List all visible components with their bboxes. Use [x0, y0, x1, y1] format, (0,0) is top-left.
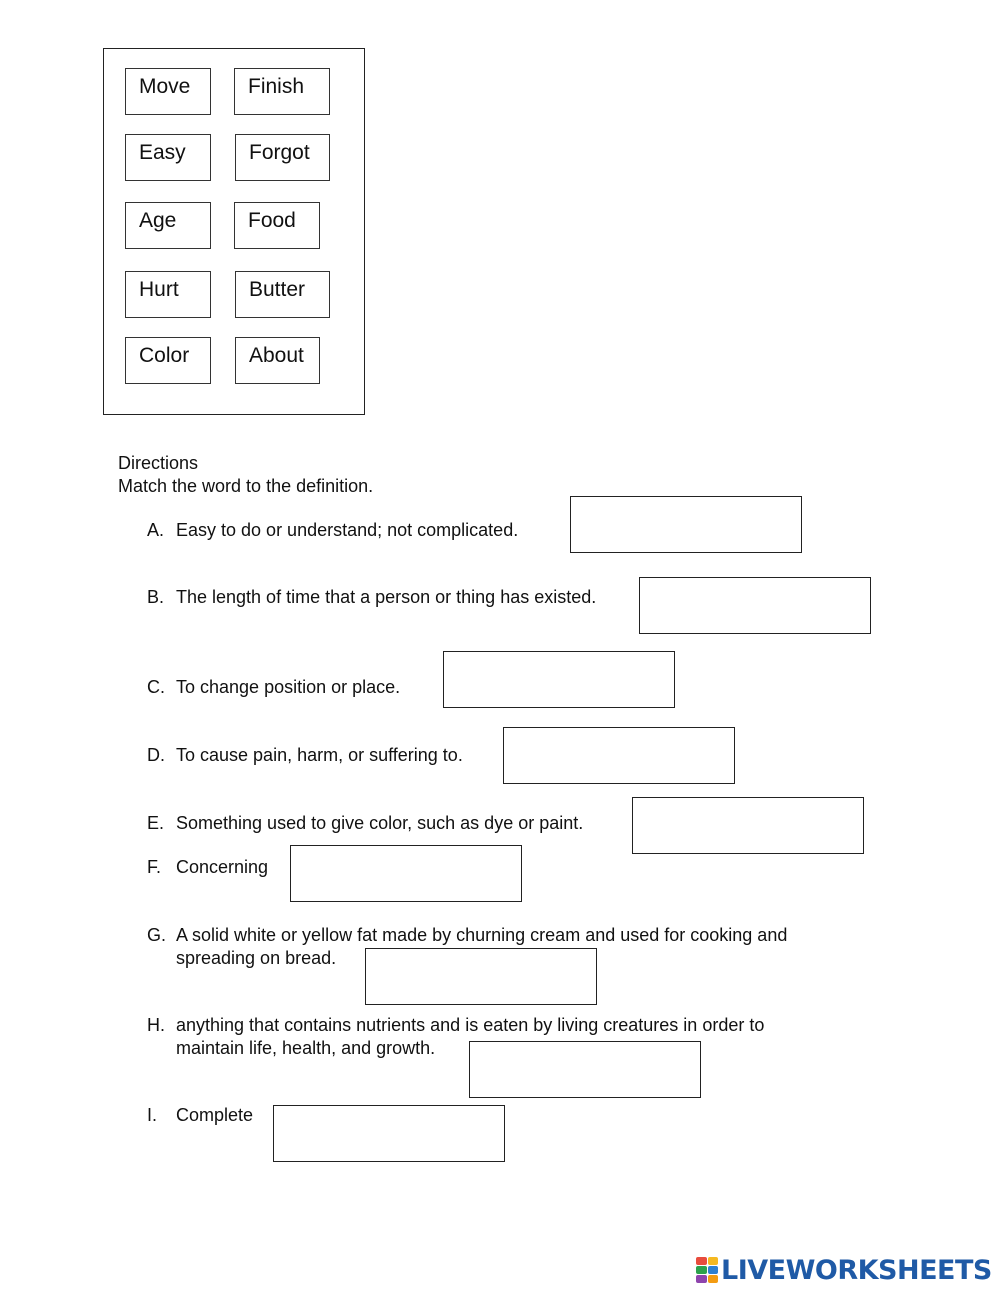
item-definition: Concerning	[176, 857, 269, 877]
word-tile-butter[interactable]: Butter	[235, 271, 330, 318]
word-tile-hurt[interactable]: Hurt	[125, 271, 211, 318]
item-definition: Complete	[176, 1105, 254, 1125]
item-letter: F.	[147, 857, 162, 877]
item-definition: Easy to do or understand; not complicated.	[176, 520, 519, 540]
item-definition: The length of time that a person or thing has existed.	[176, 587, 597, 607]
brand-name: LIVEWORKSHEETS	[721, 1254, 992, 1286]
item-definition: A solid white or yellow fat made by churning cream and used for cooking and	[176, 925, 788, 945]
answer-box-b[interactable]	[639, 577, 871, 634]
word-tile-color[interactable]: Color	[125, 337, 211, 384]
word-bank	[103, 48, 365, 415]
answer-box-c[interactable]	[443, 651, 675, 708]
item-letter: E.	[147, 813, 165, 833]
answer-box-e[interactable]	[632, 797, 864, 854]
word-tile-easy[interactable]: Easy	[125, 134, 211, 181]
answer-box-d[interactable]	[503, 727, 735, 784]
word-tile-about[interactable]: About	[235, 337, 320, 384]
item-definition-cont: maintain life, health, and growth.	[176, 1038, 436, 1058]
item-definition: To cause pain, harm, or suffering to.	[176, 745, 463, 765]
word-tile-finish[interactable]: Finish	[234, 68, 330, 115]
item-letter: H.	[147, 1015, 165, 1035]
item-definition: Something used to give color, such as dye or paint.	[176, 813, 584, 833]
answer-box-a[interactable]	[570, 496, 802, 553]
item-letter: G.	[147, 925, 167, 945]
item-letter: D.	[147, 745, 165, 765]
liveworksheets-logo-icon	[696, 1257, 718, 1283]
item-definition-cont: spreading on bread.	[176, 948, 337, 968]
item-letter: I.	[147, 1105, 158, 1125]
word-tile-age[interactable]: Age	[125, 202, 211, 249]
answer-box-i[interactable]	[273, 1105, 505, 1162]
answer-box-h[interactable]	[469, 1041, 701, 1098]
item-letter: A.	[147, 520, 165, 540]
word-tile-food[interactable]: Food	[234, 202, 320, 249]
item-letter: C.	[147, 677, 165, 697]
directions-instruction: Match the word to the definition.	[118, 476, 374, 496]
word-tile-move[interactable]: Move	[125, 68, 211, 115]
directions	[118, 452, 373, 498]
item-definition: To change position or place.	[176, 677, 401, 697]
word-tile-forgot[interactable]: Forgot	[235, 134, 330, 181]
answer-box-g[interactable]	[365, 948, 597, 1005]
directions-title: Directions	[118, 453, 199, 473]
liveworksheets-brand	[696, 1253, 992, 1287]
item-definition: anything that contains nutrients and is eaten by living creatures in order to	[176, 1015, 765, 1035]
item-letter: B.	[147, 587, 165, 607]
answer-box-f[interactable]	[290, 845, 522, 902]
